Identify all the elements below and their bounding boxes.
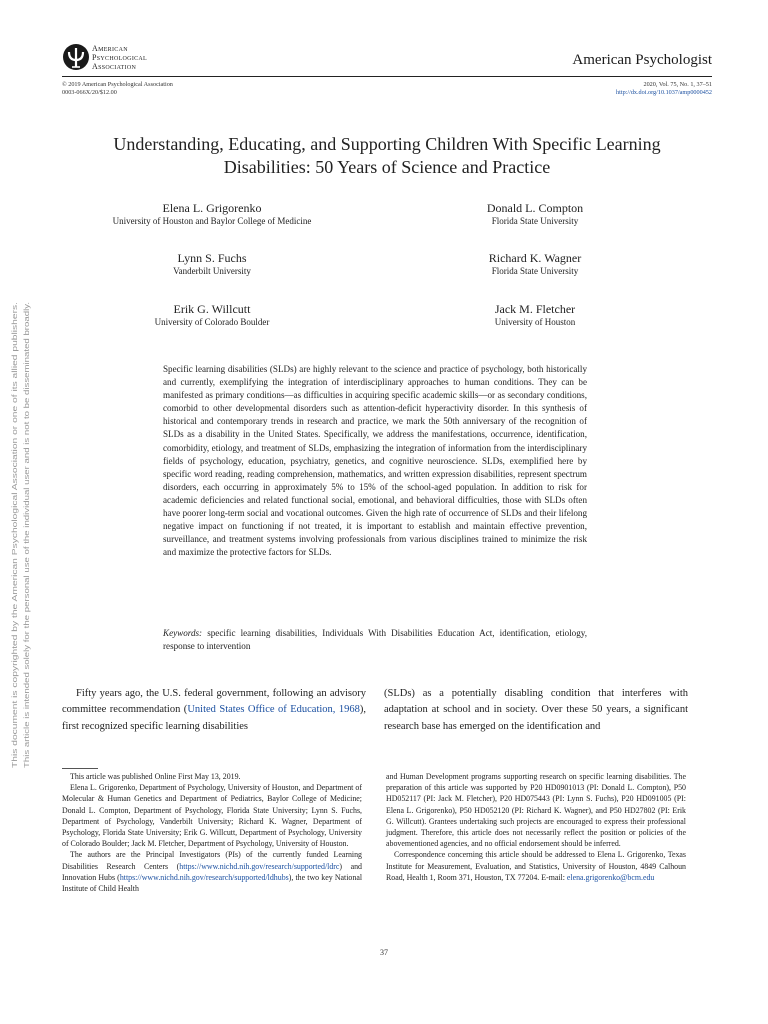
body-text-end: ), first recognized specific learning disabilities [62,704,366,732]
footnote-rule [62,768,98,769]
author-name: Donald L. Compton [486,201,584,215]
correspondence-note [386,849,686,883]
author-fletcher [430,302,640,328]
apa-logo [62,43,252,79]
email-link[interactable]: elena.grigorenko@bcm.edu [566,872,655,882]
logo-line-3: Association [92,62,137,71]
side-note-line-2: This article is intended solely for the personal use of the individual user and is not to be disseminated broadly. [22,400,31,768]
author-name: Lynn S. Fuchs [177,251,247,265]
funding-note [62,849,362,894]
funding-text-mid: ) and Innovation Hubs ( [62,861,362,882]
correspondence-text: Correspondence concerning this article should be addressed to Elena L. Grigorenko, Texas Institute for Measurement, Evaluation, and Statistics, University of Houston, 4849 Calhoun Road, Health 1, Room 371, Houston, TX 77204. E-mail: [386,850,686,882]
footnotes-right [386,771,686,883]
keywords-list: specific learning disabilities, Individuals With Disabilities Education Act, identification, etiology, response to intervention [163,628,587,652]
keywords [163,627,587,653]
issn-line: 0003-066X/20/$12.00 [62,89,117,96]
body-text-right: (SLDs) as a potentially disabling condition that interferes with adaptation at school and in society. Over these 50 years, a significant research base has emerged on the identification and [384,688,688,732]
logo-line-2: Psychological [92,53,148,62]
copyright-info [62,81,173,97]
logo-line-1: American [92,44,128,53]
side-note-line-1: This document is copyrighted by the American Psychological Association or one of its allied publishers. [10,423,19,768]
journal-name: American Psychologist [572,52,712,68]
issue-info [616,81,712,97]
footnotes-left [62,771,362,894]
copyright-side-note [3,300,39,770]
author-affiliation: University of Houston [494,317,576,327]
ldhubs-link[interactable]: https://www.nichd.nih.gov/research/supported/ldhubs [119,872,289,882]
author-willcutt [112,302,312,328]
author-affiliation: University of Colorado Boulder [154,317,270,327]
keywords-label: Keywords: [163,628,203,638]
citation-link[interactable]: United States Office of Education, 1968 [187,704,360,716]
funding-note-continued: and Human Development programs supporting research on specific learning disabilities. The preparation of this article was supported by P20 HD0901013 (PI: Donald L. Compton), P50 HD052117 (PI: Jack M. Fletcher), P20 HD075443 (PI: Lynn S. Fuchs), P20 HD091005 (PI: Elena L. Grigorenko), P50 HD052120 (PI: Richard K. Wagner), and P50 HD27802 (PI: Erik G. Willcutt). Grantees undertaking such projects are encouraged to express their professional judgment. Therefore, this article does not necessarily reflect the position or policies of the abovementioned agencies, and no official endorsement should be inferred. [386,772,686,849]
funding-text-end: ), the two key National Institute of Child Health [62,872,363,894]
author-name: Jack M. Fletcher [494,302,576,316]
author-compton [430,201,640,227]
copyright-line: © 2019 American Psychological Association [62,81,173,88]
published-note: This article was published Online First May 13, 2019. [70,772,241,781]
author-wagner [430,251,640,277]
author-affiliation: University of Houston and Baylor College of Medicine [112,216,312,226]
author-name: Richard K. Wagner [488,251,582,265]
title-line-1: Understanding, Educating, and Supporting Children With Specific Learning [113,134,661,154]
body-text-left [62,686,366,735]
volume-line: 2020, Vol. 75, No. 1, 37–51 [643,81,712,88]
author-affiliation: Florida State University [491,266,579,276]
author-fuchs [112,251,312,277]
ldrc-link[interactable]: https://www.nichd.nih.gov/research/supported/ldrc [179,861,340,871]
author-affiliation: Florida State University [491,216,579,226]
doi-link[interactable]: http://dx.doi.org/10.1037/amp0000452 [616,89,712,96]
logo-wordmark [92,44,147,71]
author-name: Elena L. Grigorenko [162,201,262,215]
funding-text-start: The authors are the Principal Investigators (PIs) of the currently funded Learning Disabilities Research Centers ( [62,850,362,871]
article-title [56,133,718,179]
header-rule [62,76,712,77]
abstract: Specific learning disabilities (SLDs) are highly relevant to the science and practice of psychology, both historically and currently, exemplifying the integration of interdisciplinary approaches to human conditions. They can be manifested as primary conditions—as difficulties in acquiring specific academic skills—or as secondary conditions, comorbid to other developmental disorders such as attention-deficit hyperactivity disorder. In this synthesis of historical and contemporary trends in research and practice, we mark the 50th anniversary of the recognition of SLDs as a disability in the United States. Specifically, we address the manifestations, occurrence, identification, comorbidity, etiology, and treatment of SLDs, emphasizing the integration of information from the interdisciplinary fields of psychology, education, psychiatry, genetics, and cognitive neuroscience. SLDs, exemplified here by specific word reading, reading comprehension, mathematics, and written expression disabilities, represent spectrum disorders, each occurring in approximately 5% to 15% of the school-aged population. In addition to risk for academic deficiencies and related functional social, emotional, and behavioral difficulties, those with SLDs often have poorer long-term social and vocational outcomes. Given the high rate of occurrence of SLDs and their lifelong negative impact on functioning if not treated, it is important to establish and maintain effective prevention, surveillance, and treatment systems involving professionals from various disciplines trained to minimize the risk and maximize the protective factors for SLDs. [163,364,587,558]
author-name: Erik G. Willcutt [173,302,251,316]
body-text-start: Fifty years ago, the U.S. federal government, following an advisory committee recommendation ( [62,688,366,716]
author-grigorenko [72,201,352,227]
affiliations-note: Elena L. Grigorenko, Department of Psychology, University of Houston, and Department of Molecular & Human Genetics and Department of Pediatrics, Baylor College of Medicine; Donald L. Compton, Department of Psychology, Florida State University; Lynn S. Fuchs, Department of Psychology, Vanderbilt University; Richard K. Wagner, Department of Psychology, Florida State University; Erik G. Willcutt, Department of Psychology, University of Colorado Boulder; Jack M. Fletcher, Department of Psychology, University of Houston. [62,783,362,849]
title-line-2: Disabilities: 50 Years of Science and Practice [223,157,551,177]
author-affiliation: Vanderbilt University [173,266,251,276]
apa-psi-icon [62,43,90,71]
page-number: 37 [380,948,388,957]
